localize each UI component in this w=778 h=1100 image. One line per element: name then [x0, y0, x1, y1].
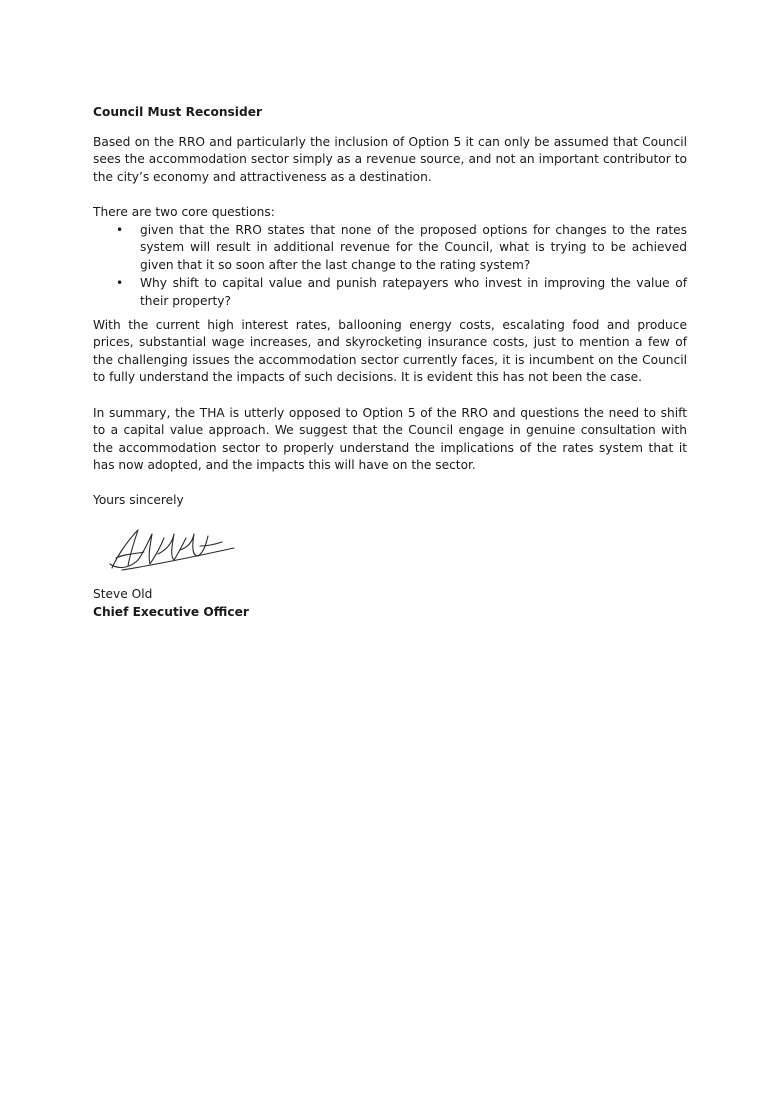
signatory-name: Steve Old — [93, 587, 153, 602]
letter-page — [93, 104, 687, 621]
questions-list — [93, 222, 687, 311]
handwritten-signature — [108, 524, 238, 572]
intro-paragraph: Based on the RRO and particularly the inclusion of Option 5 it can only be assumed that Council sees the accommodation sector simply as a revenue source, and not an important contributor to the city’s economy and attractiveness as a destination. — [93, 134, 687, 184]
question-text: given that the RRO states that none of the proposed options for changes to the rates system will result in additional revenue for the Council, what is trying to be achieved given that it so soon after the last change to the rating system? — [140, 222, 687, 272]
signatory-title: Chief Executive Officer — [93, 604, 249, 619]
list-item — [93, 222, 687, 275]
list-item — [93, 275, 687, 310]
summary-paragraph: In summary, the THA is utterly opposed to Option 5 of the RRO and questions the need to shift to a capital value approach. We suggest that the Council engage in genuine consultation with the accommodation sector to properly understand the implications of the rates system that it has now adopted, and the impacts this will have on the sector. — [93, 405, 687, 473]
challenges-paragraph: With the current high interest rates, ballooning energy costs, escalating food and produce prices, substantial wage increases, and skyrocketing insurance costs, just to mention a few of the challenging issues the accommodation sector currently faces, it is incumbent on the Council to fully understand the impacts of such decisions. It is evident this has not been the case. — [93, 317, 687, 385]
bullet-icon: • — [116, 276, 124, 291]
question-text: Why shift to capital value and punish ratepayers who invest in improving the value of their property? — [140, 276, 687, 308]
bullet-icon: • — [116, 222, 124, 237]
closing-salutation: Yours sincerely — [93, 493, 184, 508]
questions-lead: There are two core questions: — [93, 204, 275, 219]
section-heading: Council Must Reconsider — [93, 105, 262, 119]
